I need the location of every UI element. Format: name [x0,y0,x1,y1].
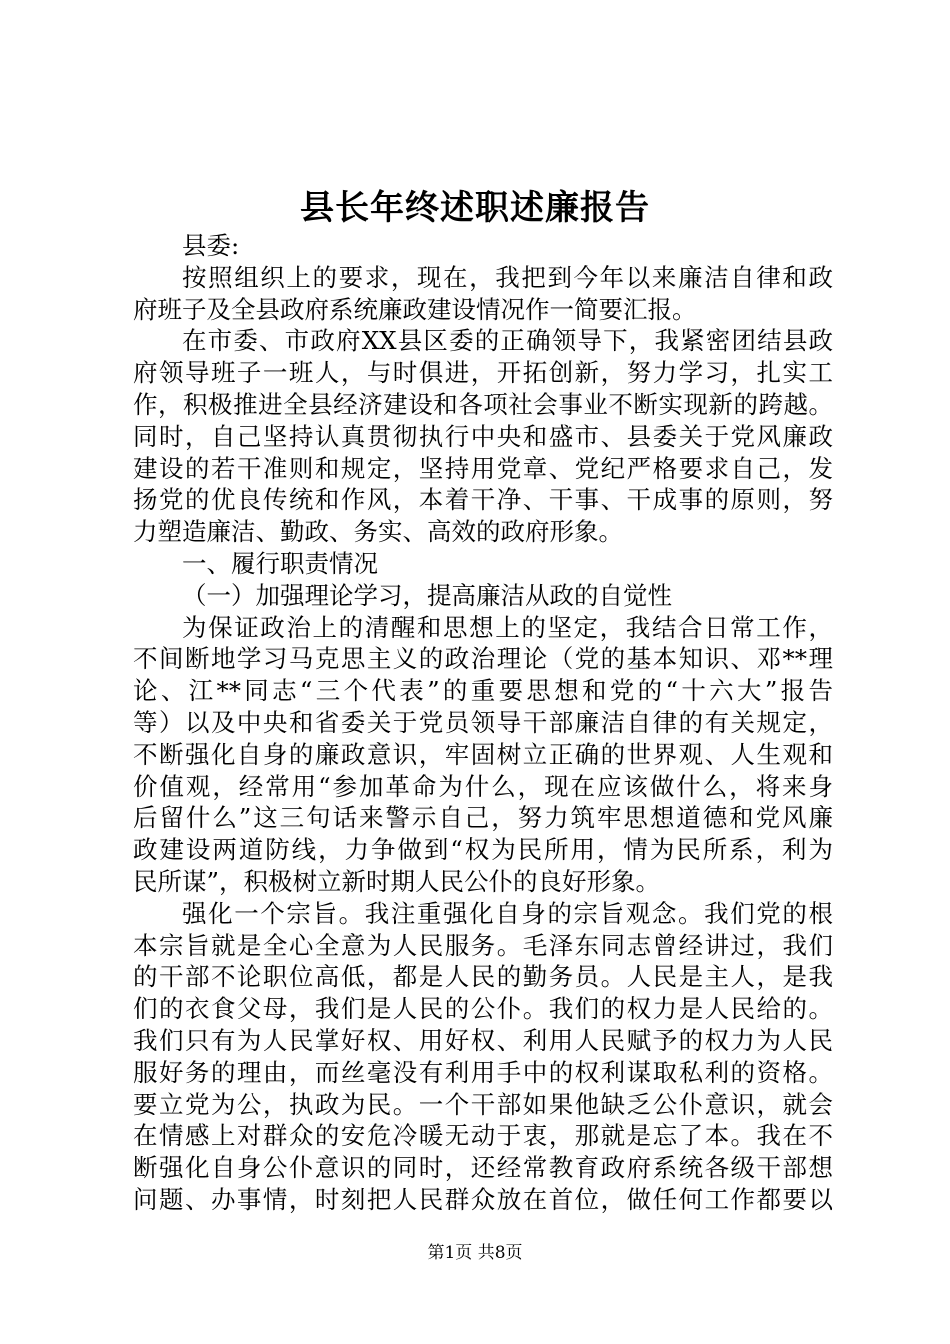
text-line: 扬党的优良传统和作风，本着干净、干事、干成事的原则，努 [133,485,833,515]
text-line: 断强化自身公仆意识的同时，还经常教育政府系统各级干部想 [133,1153,833,1183]
text-line: 本宗旨就是全心全意为人民服务。毛泽东同志曾经讲过，我们 [133,930,833,960]
text-line: 服好务的理由，而丝毫没有利用手中的权利谋取私利的资格。 [133,1057,833,1087]
text-line: 县委: [182,231,240,260]
document-title: 县长年终述职述廉报告 [300,188,650,228]
text-line: 问题、办事情，时刻把人民群众放在首位，做任何工作都要以 [133,1184,833,1214]
text-line: 按照组织上的要求，现在，我把到今年以来廉洁自律和政 [182,262,833,292]
text-line: 力塑造廉洁、勤政、务实、高效的政府形象。 [133,517,623,547]
text-line: 论、江**同志“三个代表”的重要思想和党的“十六大”报告 [133,676,833,706]
text-line: 在市委、市政府XX县区委的正确领导下，我紧密团结县政 [182,326,833,356]
text-line: 在情感上对群众的安危冷暖无动于衷，那就是忘了本。我在不 [133,1121,833,1151]
document-body [133,230,833,1216]
text-line: 府领导班子一班人，与时俱进，开拓创新，努力学习，扎实工 [133,358,833,388]
text-line: 价值观，经常用“参加革命为什么，现在应该做什么，将来身 [133,771,833,801]
text-line: 我们只有为人民掌好权、用好权、利用人民赋予的权力为人民 [133,1025,833,1055]
text-line: 要立党为公，执政为民。一个干部如果他缺乏公仆意识，就会 [133,1089,833,1119]
text-line: 民所谋”，积极树立新时期人民公仆的良好形象。 [133,866,661,896]
text-line: 政建设两道防线，力争做到“权为民所用，情为民所系，利为 [133,835,833,865]
text-line: 们的衣食父母，我们是人民的公仆。我们的权力是人民给的。 [133,994,833,1024]
page-footer: 第1页 共8页 [427,1243,523,1263]
text-line: （一）加强理论学习，提高廉洁从政的自觉性 [182,580,672,610]
text-line: 建设的若干准则和规定，坚持用党章、党纪严格要求自己，发 [133,453,833,483]
text-line: 一、履行职责情况 [182,548,378,578]
text-line: 作，积极推进全县经济建设和各项社会事业不断实现新的跨越。 [133,389,833,419]
text-line: 等）以及中央和省委关于党员领导干部廉洁自律的有关规定， [133,707,833,737]
text-line: 同时，自己坚持认真贯彻执行中央和盛市、县委关于党风廉政 [133,421,833,451]
text-line: 强化一个宗旨。我注重强化自身的宗旨观念。我们党的根 [182,898,833,928]
text-line: 不间断地学习马克思主义的政治理论（党的基本知识、邓**理 [133,644,833,674]
text-line: 府班子及全县政府系统廉政建设情况作一简要汇报。 [133,294,697,324]
text-line: 不断强化自身的廉政意识，牢固树立正确的世界观、人生观和 [133,739,833,769]
text-line: 为保证政治上的清醒和思想上的坚定，我结合日常工作， [182,612,833,642]
text-line: 的干部不论职位高低，都是人民的勤务员。人民是主人，是我 [133,962,833,992]
text-line: 后留什么”这三句话来警示自己，努力筑牢思想道德和党风廉 [133,803,833,833]
